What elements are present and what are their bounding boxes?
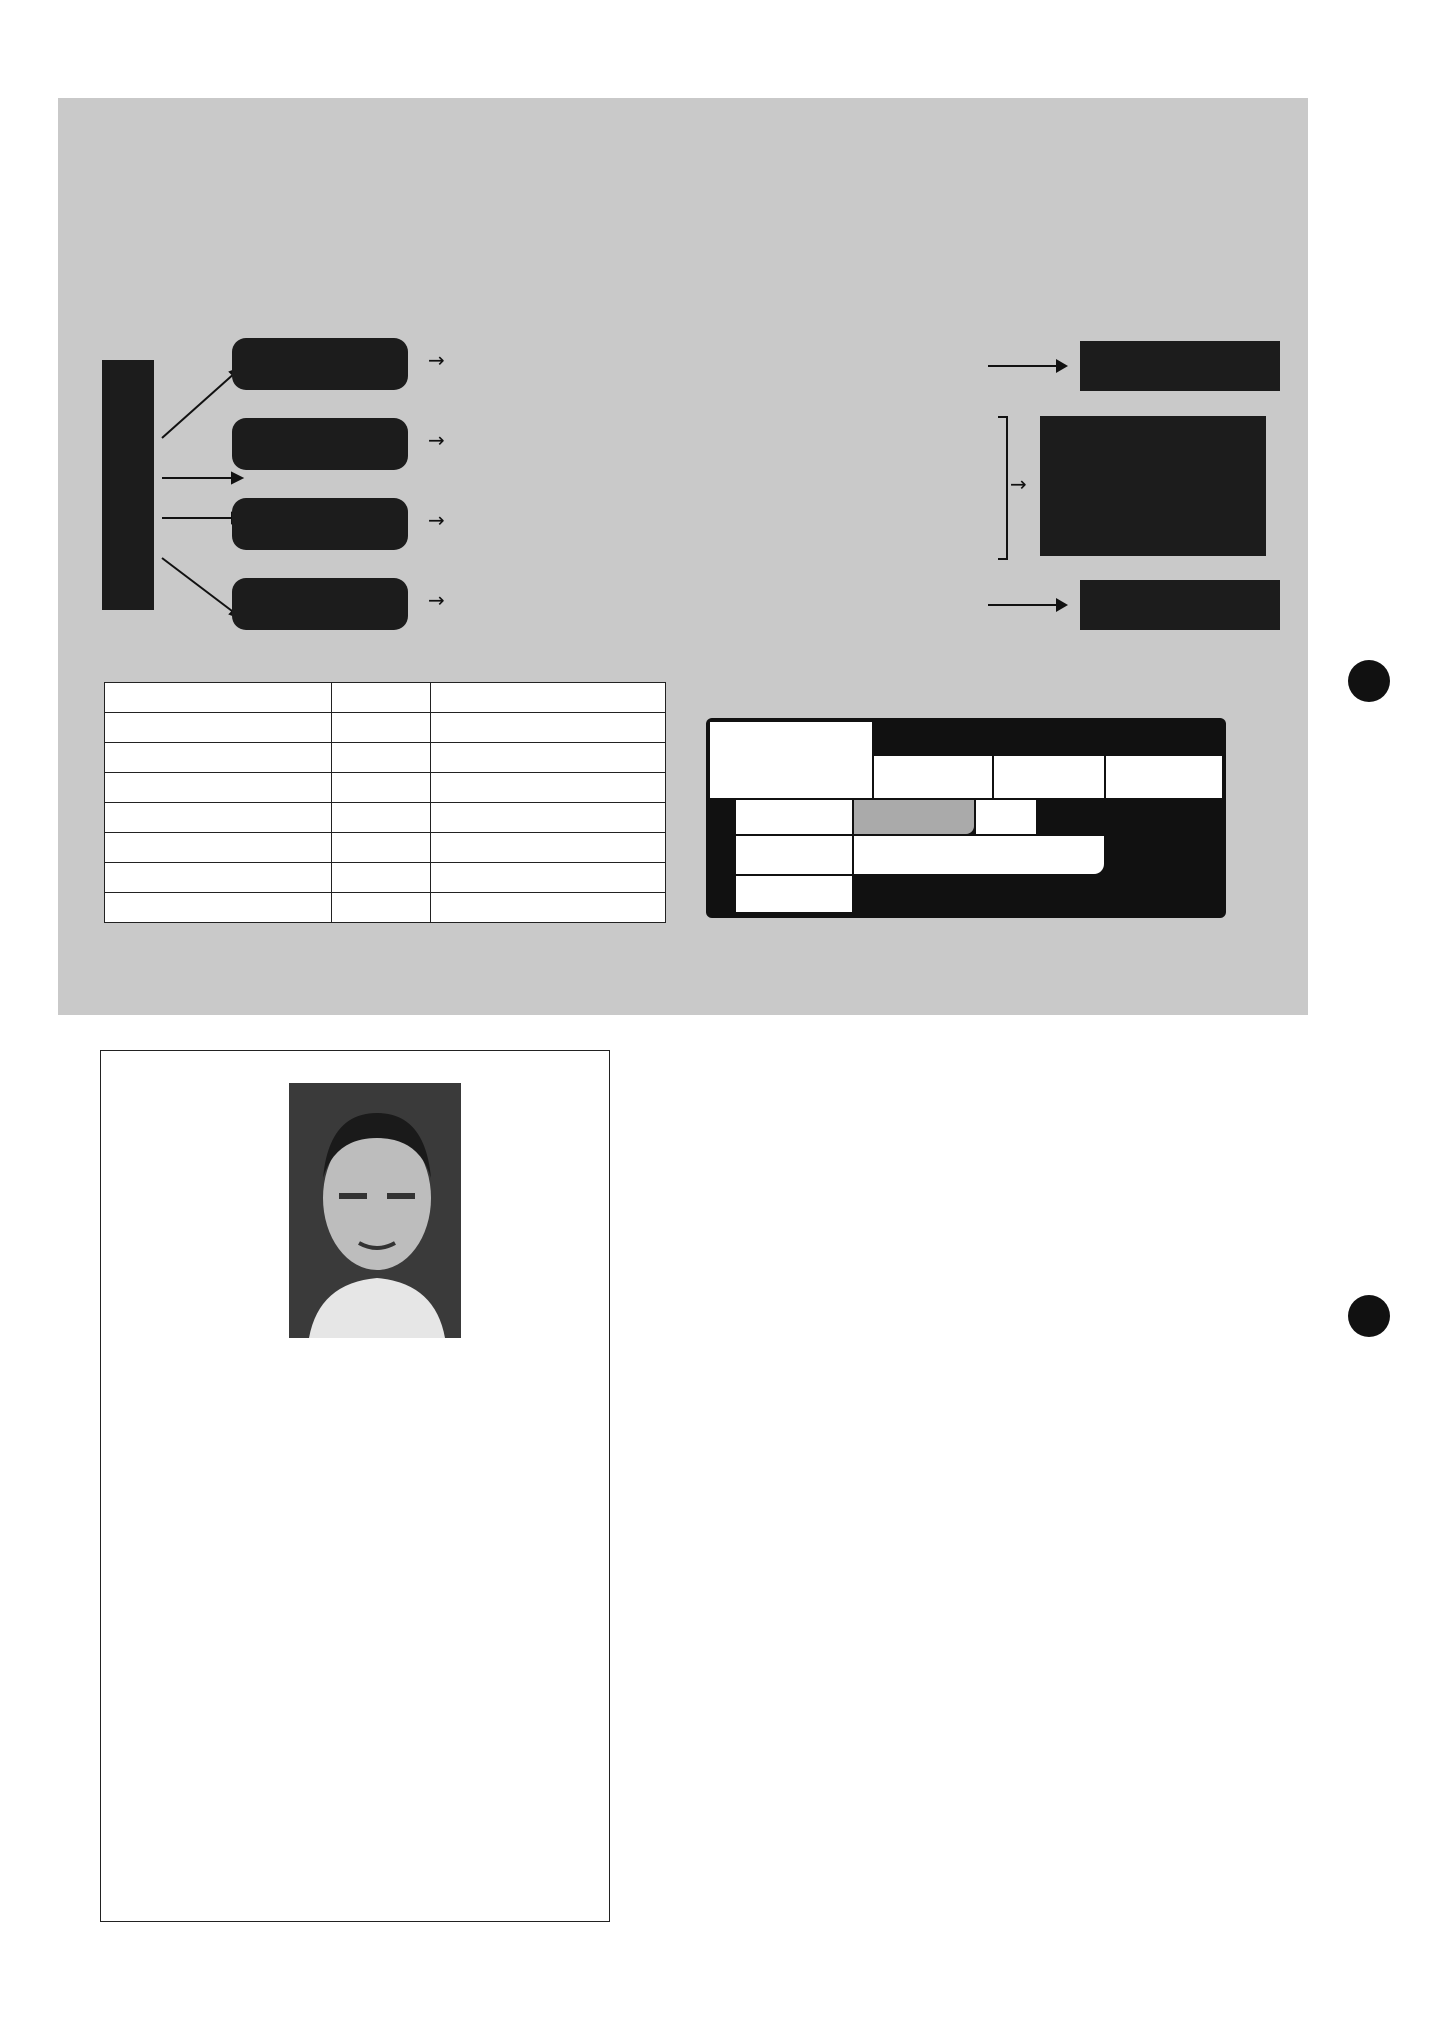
table-cell <box>332 773 431 803</box>
margin-dot <box>1348 660 1390 702</box>
table-cell <box>332 743 431 773</box>
table-row <box>105 803 666 833</box>
result-health-building <box>1080 341 1280 391</box>
bp-max-col <box>1106 756 1222 798</box>
bp-min-row <box>736 836 852 874</box>
arrow-icon: → <box>428 428 445 452</box>
bp-max-col <box>994 756 1104 798</box>
arrow-icon: → <box>428 588 445 612</box>
bp-kubun <box>710 722 872 798</box>
table-cell <box>431 713 666 743</box>
bp-min-row <box>736 800 852 834</box>
bp-min-row <box>736 876 852 912</box>
health-exam-box <box>102 360 154 610</box>
table-header-row <box>105 683 666 713</box>
result-health-class-title <box>1040 416 1266 430</box>
result-none-pill <box>232 338 408 390</box>
long-arrow <box>988 604 1066 606</box>
table-cell <box>105 773 332 803</box>
result-medical-pill <box>232 578 408 630</box>
table-row <box>105 833 666 863</box>
table-row <box>105 773 666 803</box>
bp-normal <box>854 800 974 834</box>
exam-table <box>104 682 666 923</box>
arrow-icon: → <box>428 348 445 372</box>
result-guidance-pill <box>232 498 408 550</box>
table-cell <box>431 773 666 803</box>
bp-table <box>706 718 1226 918</box>
table-cell <box>332 713 431 743</box>
arrow-icon: → <box>1010 472 1027 496</box>
arrow-icon: → <box>428 508 445 532</box>
table-cell <box>105 803 332 833</box>
info-columns <box>640 1050 1280 1910</box>
bp-border <box>854 836 1104 874</box>
table-row <box>105 713 666 743</box>
table-cell <box>105 893 332 923</box>
interview-body <box>100 1050 608 1920</box>
result-treatment <box>1080 580 1280 630</box>
result-health-class <box>1040 416 1266 556</box>
info-panel <box>58 98 1308 1015</box>
margin-dot <box>1348 1295 1390 1337</box>
table-header <box>431 683 666 713</box>
table-cell <box>332 863 431 893</box>
table-row <box>105 743 666 773</box>
long-arrow <box>988 365 1066 367</box>
table-cell <box>431 743 666 773</box>
table-cell <box>431 893 666 923</box>
table-cell <box>431 803 666 833</box>
result-observe-pill <box>232 418 408 470</box>
table-cell <box>105 833 332 863</box>
table-row <box>105 893 666 923</box>
table-header <box>332 683 431 713</box>
table-row <box>105 863 666 893</box>
bp-border-area <box>976 800 1036 834</box>
bracket <box>998 416 1008 560</box>
table-cell <box>105 863 332 893</box>
table-cell <box>105 743 332 773</box>
table-header <box>105 683 332 713</box>
table-cell <box>332 893 431 923</box>
table-cell <box>332 833 431 863</box>
bp-max-col <box>874 756 992 798</box>
table-cell <box>431 863 666 893</box>
table-cell <box>105 713 332 743</box>
table-cell <box>431 833 666 863</box>
table-cell <box>332 803 431 833</box>
